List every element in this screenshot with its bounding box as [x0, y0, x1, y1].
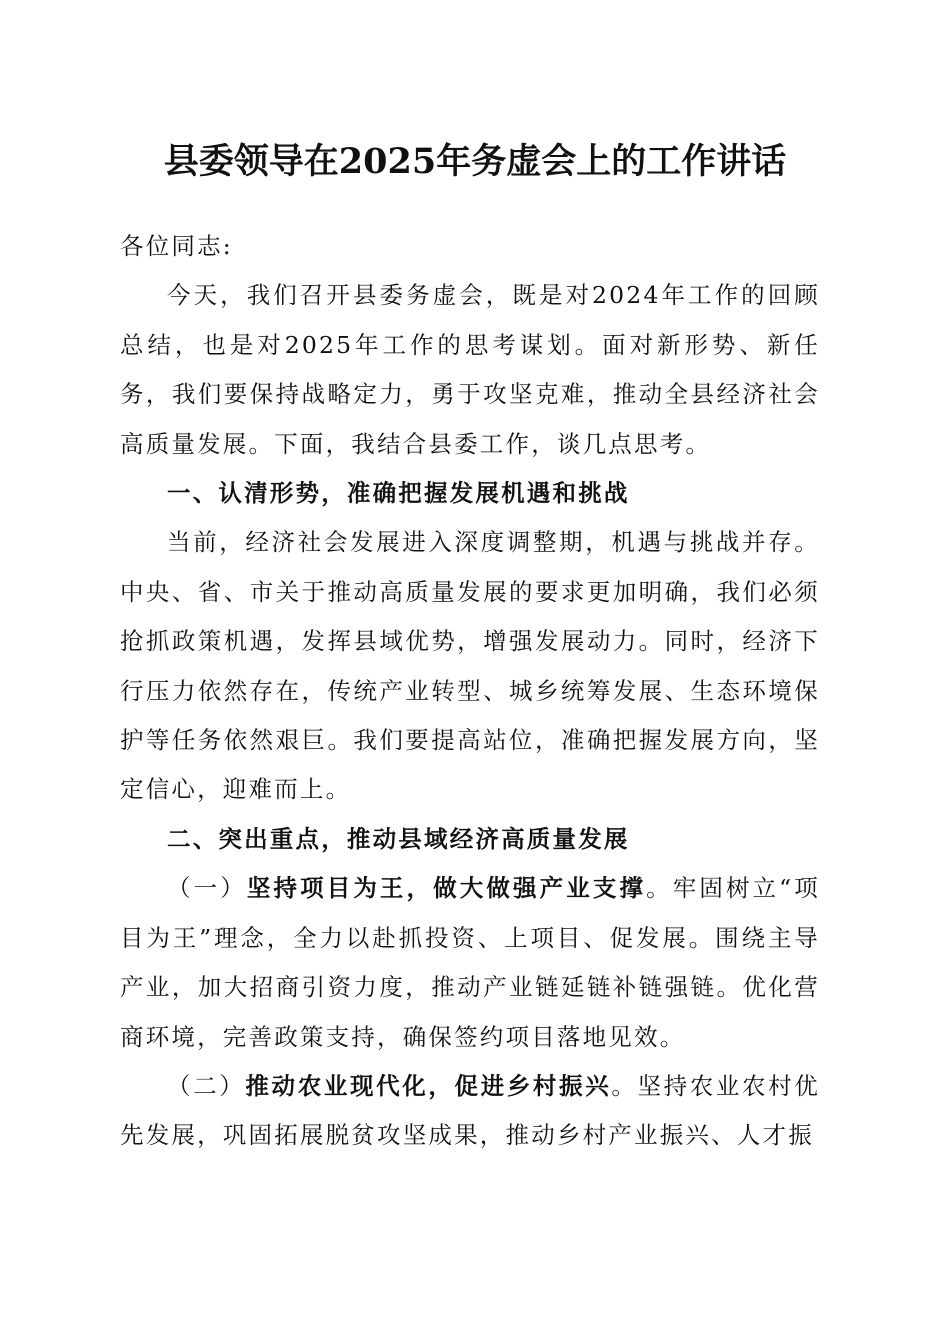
section-heading-2: 二、突出重点，推动县域经济高质量发展: [167, 824, 630, 853]
subsection-number: （二）: [167, 1071, 246, 1100]
subsection-body: 。牢固树立“项目为王”理念，全力以赴抓投资、上项目、促发展。围绕主导产业，加大招商引资力度，推动产业链延链补链强链。优化营商环境，完善政策支持，确保签约项目落地见效。: [120, 874, 820, 1051]
intro-paragraph: 今天，我们召开县委务虚会，既是对2024年工作的回顾总结，也是对2025年工作的思考谋划。面对新形势、新任务，我们要保持战略定力，勇于攻坚克难，推动全县经济社会高质量发展。下面，我结合县委工作，谈几点思考。: [120, 281, 820, 458]
section-heading-1: 一、认清形势，准确把握发展机遇和挑战: [167, 479, 630, 508]
document-body: [120, 222, 820, 1161]
salutation: 各位同志:: [120, 232, 233, 260]
section-1-paragraph: 当前，经济社会发展进入深度调整期，机遇与挑战并存。中央、省、市关于推动高质量发展的要求更加明确，我们必须抢抓政策机遇，发挥县域优势，增强发展动力。同时，经济下行压力依然存在，传统产业转型、城乡统筹发展、生态环境保护等任务依然艰巨。我们要提高站位，准确把握发展方向，坚定信心，迎难而上。: [120, 528, 820, 804]
page-title: 县委领导在2025年务虚会上的工作讲话: [163, 141, 787, 182]
subsection-body: 。坚持农业农村优先发展，巩固拓展脱贫攻坚成果，推动乡村产业振兴、人才振: [120, 1071, 820, 1150]
subsection-paragraph-1: [120, 864, 820, 1062]
subsection-paragraph-2: [120, 1062, 820, 1161]
subsection-number: （一）: [167, 874, 247, 903]
subsection-lead: 坚持项目为王，做大做强产业支撑: [246, 874, 647, 903]
subsection-lead: 推动农业现代化，促进乡村振兴: [245, 1071, 612, 1100]
